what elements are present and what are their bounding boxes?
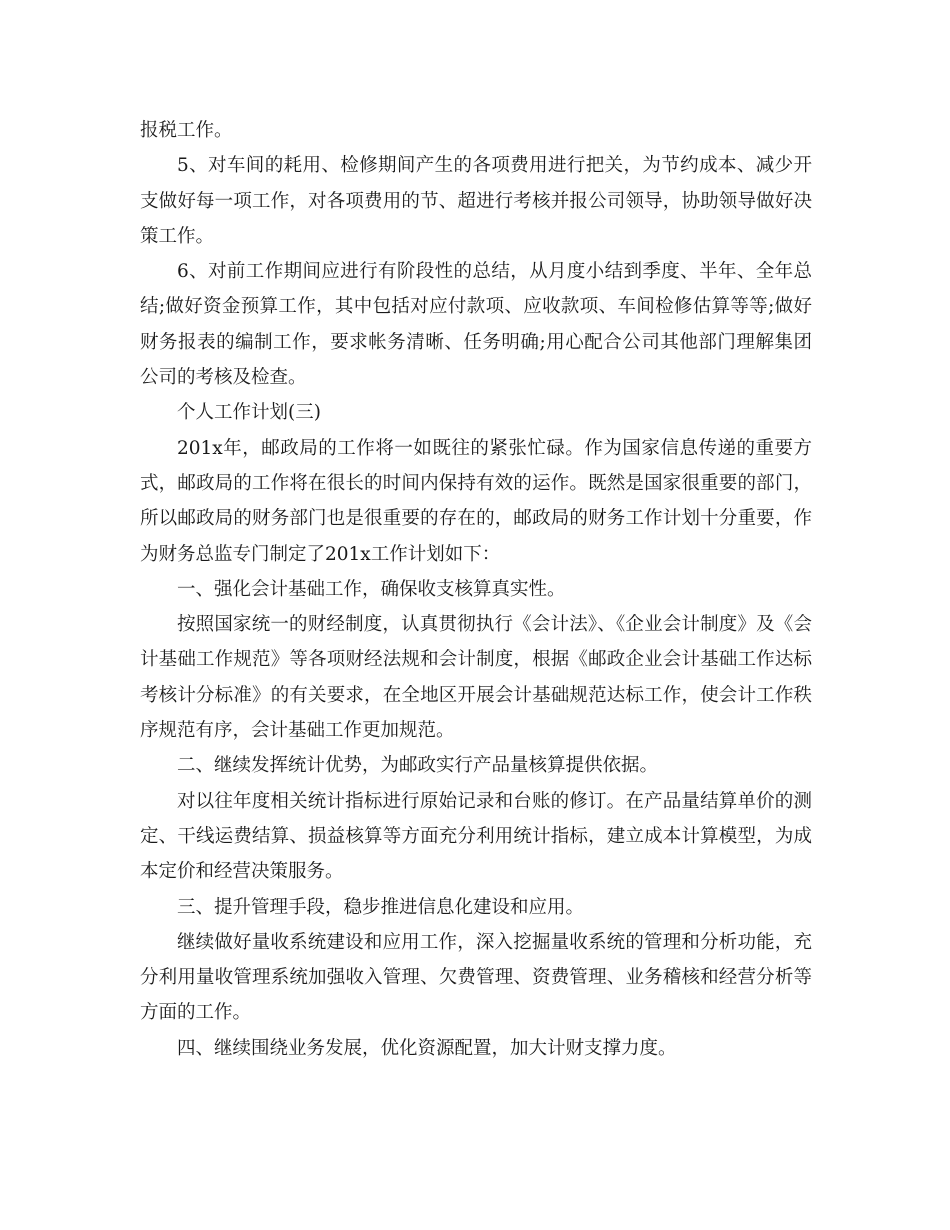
paragraph-intro: 201x年，邮政局的工作将一如既往的紧张忙碌。作为国家信息传递的重要方式，邮政局的工作将在很长的时间内保持有效的运作。既然是国家很重要的部门，所以邮政局的财务部门也是很重要的存在的，邮政局的财务工作计划十分重要，作为财务总监专门制定了201x工作计划如下： — [140, 437, 812, 565]
subheading-4: 四、继续围绕业务发展，优化资源配置，加大计财支撑力度。 — [177, 1037, 677, 1059]
paragraph-continuation: 报税工作。 — [140, 120, 233, 141]
paragraph-body-1: 按照国家统一的财经制度，认真贯彻执行《会计法》、《企业会计制度》及《会计基础工作规范》等各项财经法规和会计制度，根据《邮政企业会计基础工作达标考核计分标准》的有关要求，在全地区开展会计基础规范达标工作，使会计工作秩序规范有序，会计基础工作更加规范。 — [140, 614, 812, 742]
paragraph-body-3: 继续做好量收系统建设和应用工作，深入挖掘量收系统的管理和分析功能，充分利用量收管理系统加强收入管理、欠费管理、资费管理、业务稽核和经营分析等方面的工作。 — [140, 931, 812, 1024]
subheading-1: 一、强化会计基础工作，确保收支核算真实性。 — [177, 578, 566, 600]
document-body — [140, 113, 812, 1066]
subheading-2: 二、继续发挥统计优势，为邮政实行产品量核算提供依据。 — [177, 755, 659, 777]
subheading-3: 三、提升管理手段，稳步推进信息化建设和应用。 — [177, 896, 585, 918]
section-heading: 个人工作计划(三) — [177, 402, 321, 424]
paragraph-item-6: 6、对前工作期间应进行有阶段性的总结，从月度小结到季度、半年、全年总结;做好资金预算工作，其中包括对应付款项、应收款项、车间检修估算等等;做好财务报表的编制工作，要求帐务清晰、任务明确;用心配合公司其他部门理解集团公司的考核及检查。 — [140, 261, 812, 389]
paragraph-item-5: 5、对车间的耗用、检修期间产生的各项费用进行把关，为节约成本、减少开支做好每一项工作，对各项费用的节、超进行考核并报公司领导，协助领导做好决策工作。 — [140, 155, 812, 247]
paragraph-body-2: 对以往年度相关统计指标进行原始记录和台账的修订。在产品量结算单价的测定、干线运费结算、损益核算等方面充分利用统计指标，建立成本计算模型，为成本定价和经营决策服务。 — [140, 790, 812, 883]
